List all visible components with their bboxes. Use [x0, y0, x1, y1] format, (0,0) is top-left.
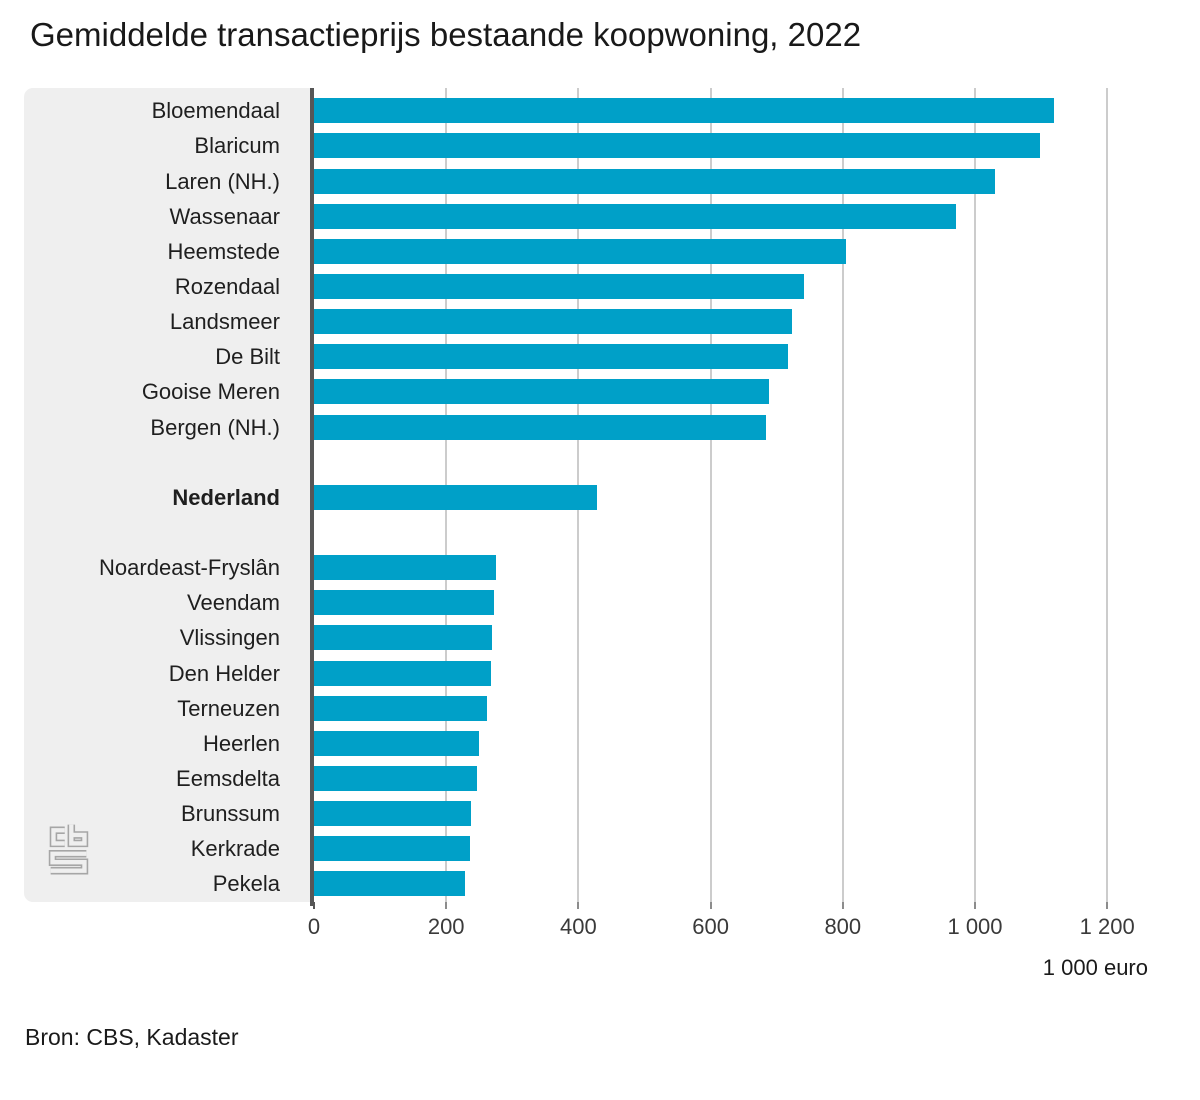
bar-chart [24, 88, 1150, 939]
x-axis-tick [445, 902, 447, 909]
bar [314, 801, 471, 826]
gridline [1106, 88, 1108, 902]
x-axis-tick [842, 902, 844, 909]
category-label: De Bilt [215, 344, 280, 370]
bar [314, 661, 491, 686]
x-axis-tick-label: 600 [692, 914, 729, 939]
x-axis-tick [313, 902, 315, 909]
bar [314, 379, 769, 404]
category-label: Pekela [212, 871, 280, 897]
x-axis-tick-label: 800 [824, 914, 862, 939]
bar [314, 98, 1054, 123]
bar [314, 625, 492, 650]
category-label: Heerlen [202, 730, 280, 756]
x-axis-tick-label: 1 000 [947, 914, 1003, 939]
x-axis-tick [1106, 902, 1108, 909]
bar [314, 836, 470, 861]
bar [314, 696, 487, 721]
bar [314, 731, 479, 756]
x-axis-tick [577, 902, 579, 909]
category-label: Eemsdelta [176, 765, 280, 791]
category-label: Vlissingen [179, 625, 280, 651]
category-label: Kerkrade [190, 836, 280, 862]
category-label: Nederland [172, 484, 280, 510]
category-label: Laren (NH.) [165, 168, 280, 194]
plot-area [314, 88, 1150, 902]
bar [314, 415, 766, 440]
x-axis-tick-label: 400 [560, 914, 597, 939]
category-label: Blaricum [194, 133, 280, 159]
category-label: Noardeast-Fryslân [99, 555, 280, 581]
bar [314, 274, 804, 299]
bar [314, 239, 846, 264]
category-label: Bloemendaal [151, 98, 280, 124]
category-label: Wassenaar [169, 203, 280, 229]
chart-title: Gemiddelde transactieprijs bestaande koopwoning, 2022 [30, 16, 862, 53]
category-label: Heemstede [167, 238, 280, 264]
x-axis-tick-label: 1 200 [1079, 914, 1135, 939]
bar [314, 309, 792, 334]
y-axis-line [310, 88, 314, 906]
bar [314, 766, 477, 791]
bar [314, 871, 465, 896]
bar [314, 204, 956, 229]
category-label: Veendam [187, 590, 280, 616]
x-axis-tick-label: 0 [307, 914, 321, 939]
bar [314, 169, 995, 194]
source-note: Bron: CBS, Kadaster [25, 1024, 239, 1050]
category-label: Den Helder [168, 660, 280, 686]
bar [314, 133, 1040, 158]
x-axis-tick [974, 902, 976, 909]
gridline [974, 88, 976, 902]
category-label: Brunssum [180, 801, 280, 827]
category-label: Terneuzen [177, 695, 280, 721]
axis-unit-label: 1 000 euro [1042, 955, 1148, 980]
bar [314, 485, 597, 510]
bar [314, 590, 494, 615]
x-axis-tick [710, 902, 712, 909]
bar [314, 555, 496, 580]
category-label: Gooise Meren [141, 379, 280, 405]
x-axis-tick-label: 200 [427, 914, 465, 939]
bar [314, 344, 788, 369]
category-label: Rozendaal [174, 274, 280, 299]
category-label: Bergen (NH.) [150, 414, 280, 440]
category-label: Landsmeer [169, 309, 280, 335]
